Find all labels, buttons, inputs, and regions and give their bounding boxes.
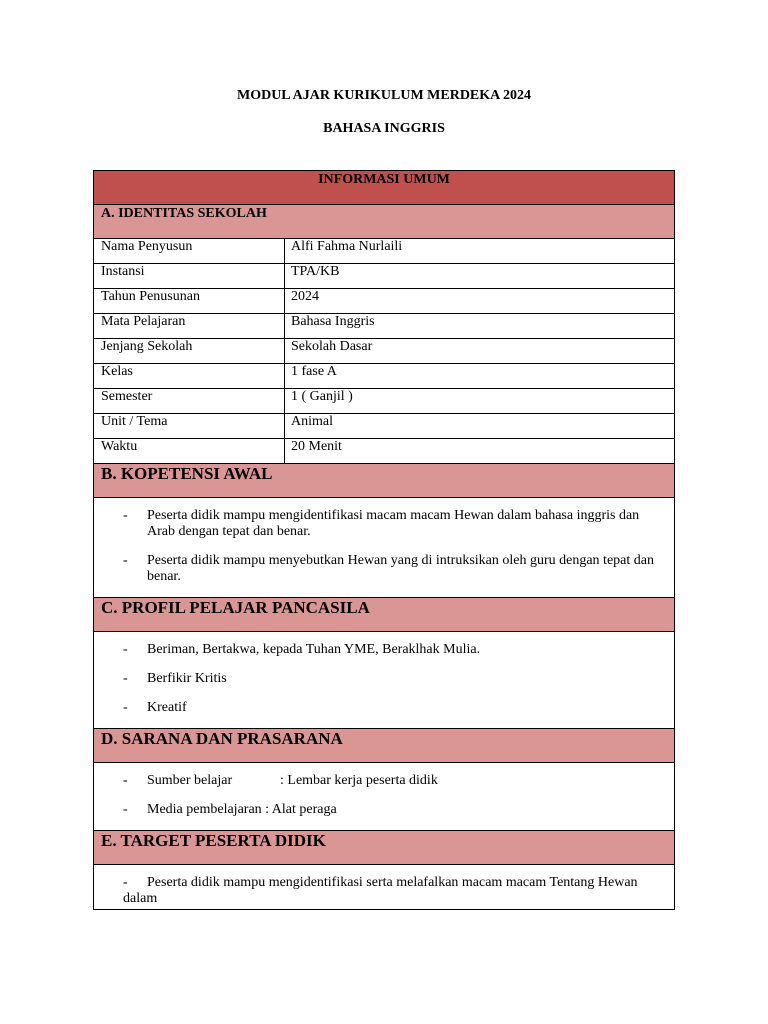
row-label: Jenjang Sekolah — [101, 339, 193, 354]
row-value: 20 Menit — [291, 439, 342, 454]
row-value: 1 fase A — [291, 364, 337, 379]
row-value: 2024 — [291, 289, 319, 304]
row-value: 1 ( Ganjil ) — [291, 389, 353, 404]
row-value: TPA/KB — [291, 264, 340, 279]
kompetensi-header-row — [94, 464, 675, 498]
list-item: - Peserta didik mampu menyebutkan Hewan yang di intruksikan oleh guru dengan tepat dan benar. — [123, 553, 654, 584]
table-row — [94, 314, 675, 339]
profil-list — [94, 632, 674, 728]
table-row — [94, 439, 675, 464]
row-label: Instansi — [101, 264, 145, 279]
sarana-content-row — [94, 763, 675, 831]
row-label: Kelas — [101, 364, 133, 379]
table-row — [94, 289, 675, 314]
row-label: Waktu — [101, 439, 138, 454]
identitas-heading: A. IDENTITAS SEKOLAH — [101, 206, 267, 221]
list-item: - Media pembelajaran : Alat peraga — [123, 802, 337, 817]
list-item: - Sumber belajar : Lembar kerja peserta didik — [123, 773, 438, 788]
table-row — [94, 264, 675, 289]
row-value: Bahasa Inggris — [291, 314, 375, 329]
target-header-row — [94, 831, 675, 865]
table-row — [94, 239, 675, 264]
row-label: Nama Penyusun — [101, 239, 193, 254]
kompetensi-heading: B. KOPETENSI AWAL — [101, 464, 273, 483]
table-row — [94, 389, 675, 414]
info-umum-header-row — [94, 171, 675, 205]
list-item: - Peserta didik mampu mengidentifikasi macam macam Hewan dalam bahasa inggris dan Arab dengan tepat dan benar. — [123, 508, 640, 539]
identitas-header-row — [94, 205, 675, 239]
row-value: Alfi Fahma Nurlaili — [291, 239, 403, 254]
table-row — [94, 414, 675, 439]
table-row — [94, 339, 675, 364]
module-table — [93, 170, 675, 910]
profil-content-row — [94, 632, 675, 729]
document-title: MODUL AJAR KURIKULUM MERDEKA 2024 — [236, 88, 531, 103]
target-heading: E. TARGET PESERTA DIDIK — [101, 831, 326, 850]
target-text: - Peserta didik mampu mengidentifikasi serta melafalkan macam macam Tentang Hewan dalam — [123, 875, 638, 906]
sarana-list — [94, 763, 674, 830]
list-item: - Kreatif — [123, 700, 187, 715]
table-row — [94, 364, 675, 389]
sarana-header-row — [94, 729, 675, 763]
row-value: Sekolah Dasar — [291, 339, 373, 354]
row-value: Animal — [291, 414, 333, 429]
document-subtitle: BAHASA INGGRIS — [323, 121, 445, 136]
row-label: Mata Pelajaran — [101, 314, 186, 329]
info-umum-heading: INFORMASI UMUM — [318, 172, 450, 187]
profil-heading: C. PROFIL PELAJAR PANCASILA — [101, 598, 370, 617]
row-label: Unit / Tema — [101, 414, 168, 429]
target-content-row — [94, 865, 675, 910]
sarana-heading: D. SARANA DAN PRASARANA — [101, 729, 343, 748]
row-label: Semester — [101, 389, 153, 404]
row-label: Tahun Penusunan — [101, 289, 200, 304]
profil-header-row — [94, 598, 675, 632]
kompetensi-list — [94, 498, 674, 597]
list-item: - Berfikir Kritis — [123, 671, 227, 686]
kompetensi-content-row — [94, 498, 675, 598]
list-item: - Beriman, Bertakwa, kepada Tuhan YME, Beraklhak Mulia. — [123, 642, 481, 657]
